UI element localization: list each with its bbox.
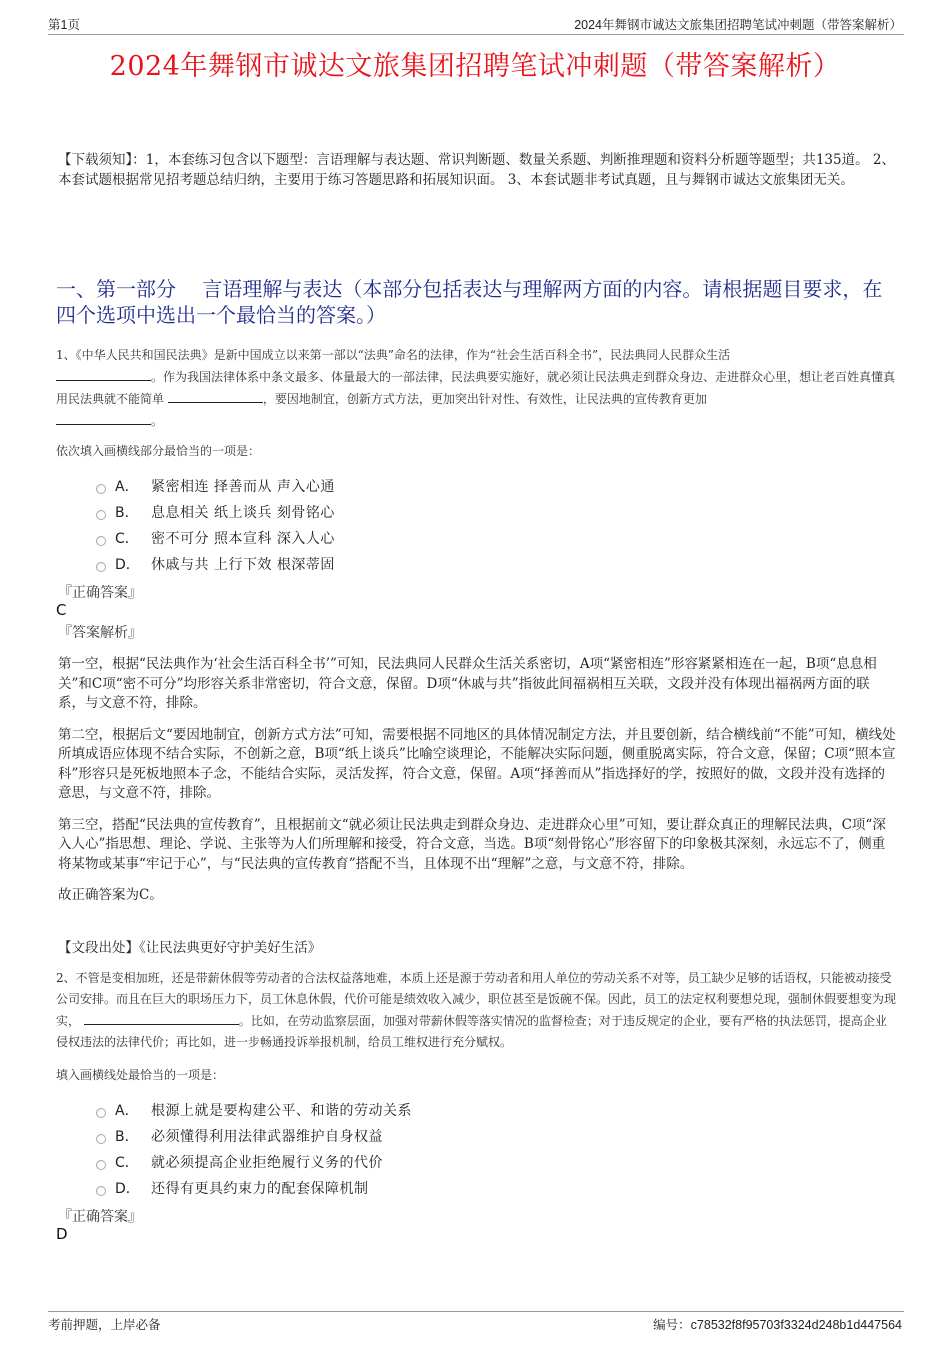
question-text: 2、不管是变相加班，还是带薪休假等劳动者的合法权益落地难，本质上还是源于劳动者和用人单位的劳动关系不对等，员工缺少足够的话语权，只能被动接受公司安排。而且在巨大的职场压力下，员工休息休假，代价可能是绩效收入减少，职位甚至是饭碗不保。因此，员工的法定权利要想兑现，强制休假要想变为现实，: [56, 971, 897, 1028]
radio-icon[interactable]: [96, 562, 106, 572]
question-text: 。作为我国法律体系中条文最多、体量最大的一部法律，民法典要实施好，就必须让民法典走到群众身边、走进群众心里，想让老百姓真懂真用民法典就不能简单: [56, 370, 896, 406]
analysis-paragraph: 第一空，根据“民法典作为‘社会生活百科全书’”可知，民法典同人民群众生活关系密切，A项“紧密相连”形容紧紧相连在一起，B项“息息相关”和C项“密不可分”均形容关系非常密切，符合文意，保留。D项“休戚与共”指彼此间福祸相互关联，文段并没有体现出福祸两方面的联系，与文意不符，排除。: [58, 656, 877, 711]
option-d[interactable]: D． 休戚与共 上行下效 根深蒂固: [96, 551, 335, 577]
option-c[interactable]: C． 就必须提高企业拒绝履行义务的代价: [96, 1149, 412, 1175]
correct-answer-label: 『正确答案』: [58, 1209, 142, 1225]
option-c[interactable]: C． 密不可分 照本宣科 深入人心: [96, 525, 335, 551]
fill-blank-3: [56, 410, 151, 425]
radio-icon[interactable]: [96, 510, 106, 520]
question-1-prompt: 依次填入画横线部分最恰当的一项是：: [56, 444, 261, 458]
correct-answer-label: 『正确答案』: [58, 585, 142, 601]
analysis-paragraph: 故正确答案为C。: [58, 887, 163, 903]
section-heading: 一、第一部分 言语理解与表达（本部分包括表达与理解两方面的内容。请根据题目要求，在四个选项中选出一个最恰当的答案。）: [56, 277, 883, 327]
page-header: [48, 12, 904, 35]
fill-blank-1: [56, 366, 151, 381]
page-number: 第1页: [48, 18, 80, 32]
question-1-options: [96, 473, 335, 577]
radio-icon[interactable]: [96, 536, 106, 546]
answer-analysis: [58, 655, 896, 918]
option-a[interactable]: A． 紧密相连 择善而从 声入心通: [96, 473, 335, 499]
question-1-stem: [56, 345, 898, 432]
question-2-options: [96, 1097, 412, 1201]
fill-blank-1: [84, 1010, 239, 1025]
page-footer: [48, 1311, 904, 1334]
analysis-paragraph: 第二空，根据后文“要因地制宜，创新方式方法”可知，需要根据不同地区的具体情况制定方法，并且要创新，结合横线前“不能”可知，横线处所填成语应体现不结合实际，不创新之意，B项“纸上谈兵”比喻空谈理论，不能解决实际问题，侧重脱离实际，符合文意，保留；C项“照本宣科”形容只是死板地照本子念，不能结合实际，灵活发挥，符合文意，保留。A项“择善而从”指选择好的学，按照好的做，文段并没有选择的意思，与文意不符，排除。: [58, 726, 896, 801]
question-text: 1、《中华人民共和国民法典》是新中国成立以来第一部以“法典”命名的法律，作为“社会生活百科全书”，民法典同人民群众生活: [56, 348, 731, 362]
radio-icon[interactable]: [96, 1186, 106, 1196]
option-b[interactable]: B． 必须懂得利用法律武器维护自身权益: [96, 1123, 412, 1149]
question-text: ，要因地制宜，创新方式方法，更加突出针对性、有效性，让民法典的宣传教育更加: [262, 392, 707, 406]
download-notice: 【下载须知】：1，本套练习包含以下题型：言语理解与表达题、常识判断题、数量关系题、判断推理题和资料分析题等题型；共135道。 2、本套试题根据常见招考题总结归纳，主要用于练习答题思路和拓展知识面。 3、本套试题非考试真题，且与舞钢市诚达文旅集团无关。: [58, 152, 895, 188]
analysis-label: 『答案解析』: [58, 625, 142, 641]
passage-source: 【文段出处】《让民法典更好守护美好生活》: [58, 940, 322, 956]
radio-icon[interactable]: [96, 484, 106, 494]
radio-icon[interactable]: [96, 1134, 106, 1144]
correct-answer-value: C: [56, 601, 67, 619]
option-d[interactable]: D． 还得有更具约束力的配套保障机制: [96, 1175, 412, 1201]
question-text: 。比如，在劳动监察层面，加强对带薪休假等落实情况的监督检查；对于违反规定的企业，要有严格的执法惩罚，提高企业侵权违法的法律代价；再比如，进一步畅通投诉举报机制，给员工维权进行充分赋权。: [56, 1014, 887, 1049]
question-2-prompt: 填入画横线处最恰当的一项是：: [56, 1068, 225, 1082]
radio-icon[interactable]: [96, 1160, 106, 1170]
document-serial: 编号：c78532f8f95703f3324d248b1d447564: [653, 1318, 902, 1332]
header-doc-title: 2024年舞钢市诚达文旅集团招聘笔试冲刺题（带答案解析）: [574, 18, 902, 32]
fill-blank-2: [168, 388, 263, 403]
question-2-stem: [56, 968, 898, 1053]
analysis-paragraph: 第三空，搭配“民法典的宣传教育”，且根据前文“就必须让民法典走到群众身边、走进群众心里”可知，要让群众真正的理解民法典，C项“深入人心”指思想、理论、学说、主张等为人们所理解和接受，符合文意，当选。B项“刻骨铭心”形容留下的印象极其深刻，永远忘不了，侧重将某物或某事“牢记于心”，与“民法典的宣传教育”搭配不当，且体现不出“理解”之意，与文意不符，排除。: [58, 816, 886, 872]
option-b[interactable]: B． 息息相关 纸上谈兵 刻骨铭心: [96, 499, 335, 525]
question-text: 。: [151, 414, 164, 428]
footer-slogan: 考前押题，上岸必备: [48, 1318, 161, 1332]
correct-answer-value: D: [56, 1225, 68, 1243]
document-title: 2024年舞钢市诚达文旅集团招聘笔试冲刺题（带答案解析）: [109, 51, 841, 82]
radio-icon[interactable]: [96, 1108, 106, 1118]
option-a[interactable]: A． 根源上就是要构建公平、和谐的劳动关系: [96, 1097, 412, 1123]
